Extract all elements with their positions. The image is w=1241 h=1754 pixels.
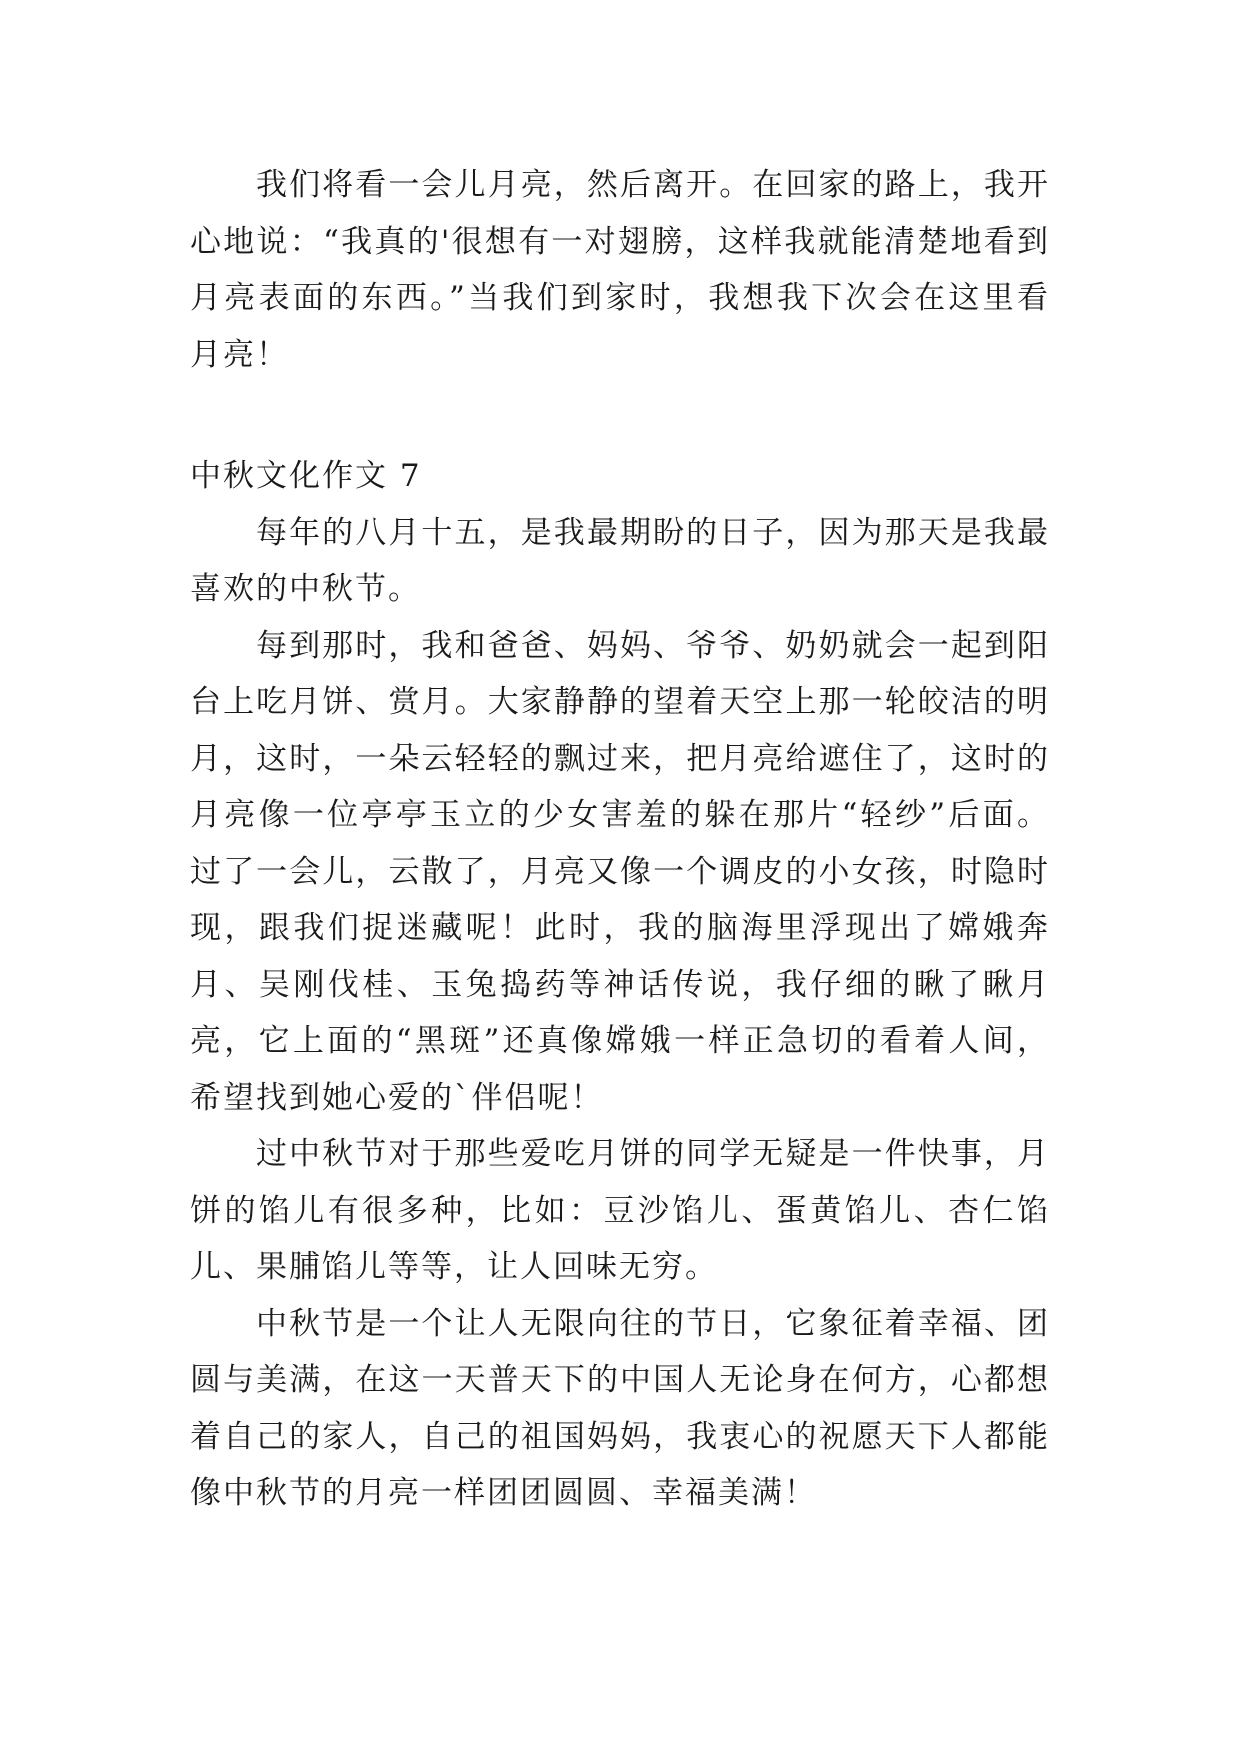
intro-paragraph: 我们将看一会儿月亮，然后离开。在回家的路上，我开心地说：“我真的'很想有一对翅膀，这样我就能清楚地看到月亮表面的东西。”当我们到家时，我想我下次会在这里看月亮！: [190, 167, 1050, 373]
essay-paragraph: 过中秋节对于那些爱吃月饼的同学无疑是一件快事，月饼的馅儿有很多种，比如：豆沙馅儿、蛋黄馅儿、杏仁馅儿、果脯馅儿等等，让人回味无穷。: [190, 1136, 1050, 1285]
section-title: 中秋文化作文 7: [190, 458, 422, 494]
essay-paragraph: 中秋节是一个让人无限向往的节日，它象征着幸福、团圆与美满，在这一天普天下的中国人无论身在何方，心都想着自己的家人，自己的祖国妈妈，我衷心的祝愿天下人都能像中秋节的月亮一样团团圆圆、幸福美满！: [190, 1305, 1050, 1511]
essay-paragraph: 每到那时，我和爸爸、妈妈、爷爷、奶奶就会一起到阳台上吃月饼、赏月。大家静静的望着天空上那一轮皎洁的明月，这时，一朵云轻轻的飘过来，把月亮给遮住了，这时的月亮像一位亭亭玉立的少女害羞的躲在那片“轻纱”后面。过了一会儿，云散了，月亮又像一个调皮的小女孩，时隐时现，跟我们捉迷藏呢！此时，我的脑海里浮现出了嫦娥奔月、吴刚伐桂、玉兔捣药等神话传说，我仔细的瞅了瞅月亮，它上面的“黑斑”还真像嫦娥一样正急切的看着人间，希望找到她心爱的`伴侣呢！: [190, 627, 1050, 1116]
intro-text-block: [190, 157, 1050, 383]
essay-paragraph: 每年的八月十五，是我最期盼的日子，因为那天是我最喜欢的中秋节。: [190, 514, 1050, 607]
essay-section: [190, 448, 1050, 1522]
